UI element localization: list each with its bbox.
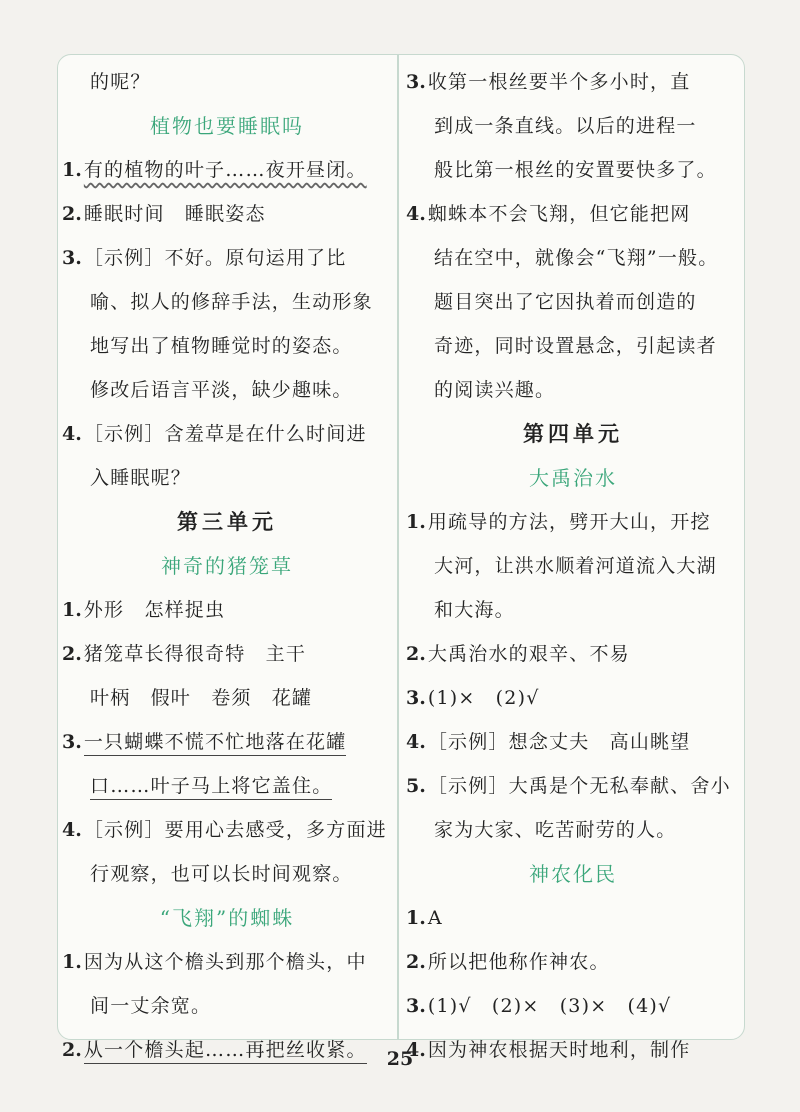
answer-text: 大禹治水的艰辛、不易 bbox=[427, 643, 630, 665]
answer-text: 修改后语言平淡，缺少趣味。 bbox=[90, 379, 353, 401]
answer-item bbox=[62, 808, 392, 852]
section-title: “飞翔”的蜘蛛 bbox=[159, 906, 295, 930]
answer-text: 睡眠时间 睡眠姿态 bbox=[83, 203, 266, 225]
answer-line bbox=[406, 588, 740, 632]
section-title: 神农化民 bbox=[529, 862, 617, 886]
answer-text: 家为大家、吃苦耐劳的人。 bbox=[434, 819, 677, 841]
answer-text: 行观察，也可以长时间观察。 bbox=[90, 863, 353, 885]
answer-line bbox=[62, 676, 392, 720]
answer-text: 用疏导的方法，劈开大山，开挖 bbox=[427, 511, 711, 533]
page-number: 25 bbox=[386, 1048, 414, 1070]
answer-item bbox=[406, 764, 740, 808]
section-title: 植物也要睡眠吗 bbox=[150, 114, 304, 138]
answer-line bbox=[62, 984, 392, 1028]
answer-text: 因为神农根据天时地利，制作 bbox=[427, 1039, 691, 1061]
answer-text: 喻、拟人的修辞手法，生动形象 bbox=[90, 291, 373, 313]
answer-line bbox=[62, 456, 392, 500]
item-number: 3. bbox=[406, 687, 426, 709]
answer-line bbox=[406, 148, 740, 192]
answer-text: ［示例］想念丈夫 高山眺望 bbox=[427, 731, 691, 753]
answer-text: 一只蝴蝶不慌不忙地落在花罐 bbox=[84, 731, 347, 756]
answer-text: ［示例］含羞草是在什么时间进 bbox=[83, 423, 367, 445]
answer-text: 的阅读兴趣。 bbox=[434, 379, 556, 401]
item-number: 3. bbox=[406, 995, 426, 1017]
answer-item bbox=[406, 192, 740, 236]
answer-item bbox=[406, 984, 740, 1028]
answer-item bbox=[62, 940, 392, 984]
answer-item bbox=[406, 720, 740, 764]
answer-item bbox=[62, 720, 392, 764]
item-number: 3. bbox=[406, 71, 426, 93]
answer-line bbox=[406, 808, 740, 852]
answer-text: 所以把他称作神农。 bbox=[427, 951, 610, 973]
answer-text: 间一丈余宽。 bbox=[90, 995, 212, 1017]
answer-text: ［示例］要用心去感受，多方面进 bbox=[83, 819, 387, 841]
answer-text: 地写出了植物睡觉时的姿态。 bbox=[90, 335, 353, 357]
answer-line bbox=[62, 368, 392, 412]
answer-text: ［示例］大禹是个无私奉献、舍小 bbox=[427, 775, 731, 797]
item-number: 3. bbox=[62, 731, 82, 753]
answer-item bbox=[62, 412, 392, 456]
answer-item bbox=[406, 676, 740, 720]
answer-text: 般比第一根丝的安置要快多了。 bbox=[434, 159, 717, 181]
section-title: 神奇的猪笼草 bbox=[161, 554, 293, 578]
left-column bbox=[62, 60, 392, 1072]
item-number: 1. bbox=[62, 159, 82, 181]
answer-line bbox=[406, 324, 740, 368]
answer-text: ［示例］不好。原句运用了比 bbox=[83, 247, 347, 269]
item-number: 4. bbox=[406, 731, 426, 753]
unit-heading: 第三单元 bbox=[177, 509, 277, 534]
item-number: 4. bbox=[62, 423, 82, 445]
item-number: 2. bbox=[406, 643, 426, 665]
item-number: 1. bbox=[406, 511, 426, 533]
item-number: 3. bbox=[62, 247, 82, 269]
unit-heading: 第四单元 bbox=[523, 421, 623, 446]
answer-text: (1)× (2)√ bbox=[427, 687, 540, 709]
answer-text: 蜘蛛本不会飞翔，但它能把网 bbox=[427, 203, 691, 225]
answer-text: 入睡眠呢？ bbox=[90, 467, 192, 489]
answer-text: 收第一根丝要半个多小时，直 bbox=[427, 71, 691, 93]
answer-text: 奇迹，同时设置悬念，引起读者 bbox=[434, 335, 717, 357]
answer-line bbox=[62, 764, 392, 808]
item-number: 1. bbox=[62, 951, 82, 973]
answer-item bbox=[406, 60, 740, 104]
answer-item bbox=[62, 588, 392, 632]
right-column bbox=[406, 60, 740, 1072]
item-number: 4. bbox=[62, 819, 82, 841]
section-title: 大禹治水 bbox=[529, 466, 617, 490]
item-number: 2. bbox=[62, 1039, 82, 1061]
answer-item bbox=[406, 896, 740, 940]
answer-item bbox=[406, 632, 740, 676]
answer-text: 从一个檐头起……再把丝收紧。 bbox=[84, 1039, 367, 1064]
answer-line bbox=[406, 104, 740, 148]
item-number: 2. bbox=[62, 203, 82, 225]
item-number: 2. bbox=[406, 951, 426, 973]
answer-text: 因为从这个檐头到那个檐头，中 bbox=[83, 951, 367, 973]
column-divider bbox=[397, 54, 399, 1040]
answer-line bbox=[62, 60, 392, 104]
answer-text: 的呢？ bbox=[90, 71, 151, 93]
answer-text: 题目突出了它因执着而创造的 bbox=[434, 291, 697, 313]
answer-text: 到成一条直线。以后的进程一 bbox=[434, 115, 697, 137]
answer-line bbox=[406, 368, 740, 412]
item-number: 4. bbox=[406, 1039, 426, 1061]
item-number: 5. bbox=[406, 775, 426, 797]
answer-item bbox=[406, 500, 740, 544]
answer-text: 口……叶子马上将它盖住。 bbox=[90, 775, 332, 800]
item-number: 1. bbox=[406, 907, 426, 929]
answer-item bbox=[62, 192, 392, 236]
answer-item bbox=[62, 236, 392, 280]
answer-text: 叶柄 假叶 卷须 花罐 bbox=[90, 687, 313, 709]
answer-line bbox=[62, 852, 392, 896]
answer-line bbox=[406, 280, 740, 324]
answer-text: 外形 怎样捉虫 bbox=[83, 599, 226, 621]
answer-item bbox=[62, 148, 392, 192]
answer-text: 结在空中，就像会“飞翔”一般。 bbox=[434, 247, 719, 269]
answer-text: 猪笼草长得很奇特 主干 bbox=[83, 643, 307, 665]
answer-line bbox=[62, 324, 392, 368]
answer-line bbox=[406, 236, 740, 280]
answer-text: 有的植物的叶子……夜开昼闭。 bbox=[83, 159, 367, 181]
answer-text: (1)√ (2)× (3)× (4)√ bbox=[427, 995, 672, 1017]
item-number: 4. bbox=[406, 203, 426, 225]
answer-line bbox=[406, 544, 740, 588]
answer-item bbox=[406, 940, 740, 984]
answer-text: 和大海。 bbox=[434, 599, 515, 621]
item-number: 1. bbox=[62, 599, 82, 621]
answer-line bbox=[62, 280, 392, 324]
answer-text: A bbox=[427, 907, 443, 929]
item-number: 2. bbox=[62, 643, 82, 665]
answer-text: 大河，让洪水顺着河道流入大湖 bbox=[434, 555, 717, 577]
answer-item bbox=[62, 632, 392, 676]
